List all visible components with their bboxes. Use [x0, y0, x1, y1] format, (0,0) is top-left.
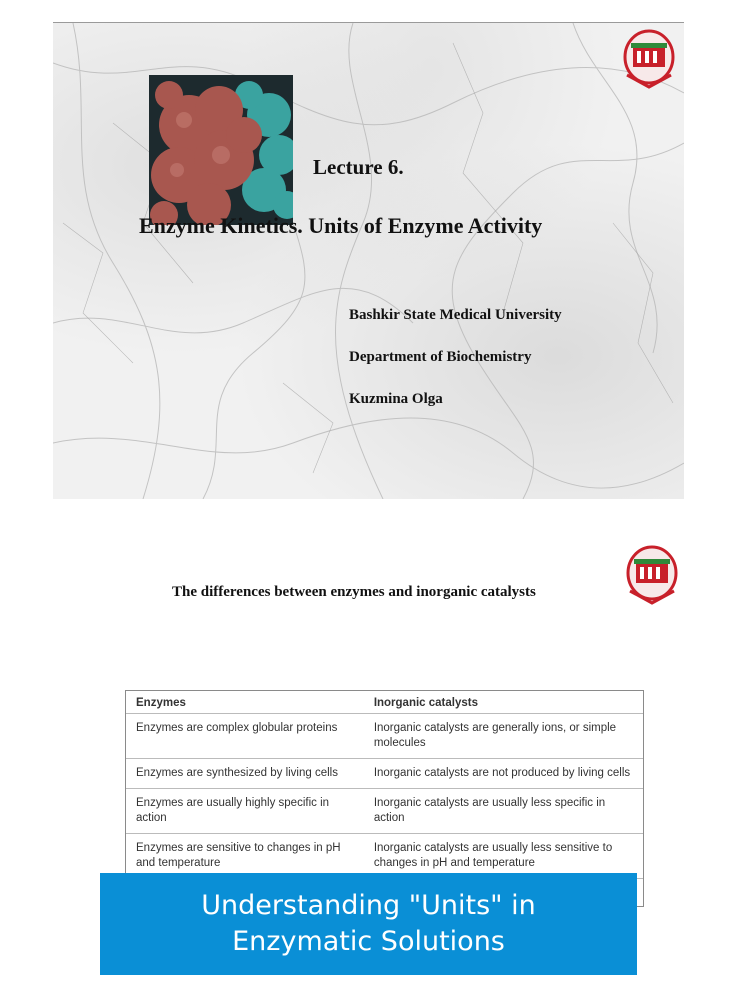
table-row: [126, 759, 643, 789]
enzyme-molecule-image: [149, 75, 293, 225]
table-row: [126, 789, 643, 834]
table-header-row: [126, 691, 643, 714]
table-cell: Enzymes are synthesized by living cells: [126, 759, 364, 789]
table-cell: Inorganic catalysts are usually less sensitive to changes in pH and temperature: [364, 834, 643, 879]
column-header-inorganic: Inorganic catalysts: [364, 691, 643, 714]
table-cell: Inorganic catalysts are usually less specific in action: [364, 789, 643, 834]
department-name: Department of Biochemistry: [349, 349, 532, 365]
table-cell: Enzymes are sensitive to changes in pH and temperature: [126, 834, 364, 879]
table-row: [126, 834, 643, 879]
slide-title: Enzyme Kinetics. Units of Enzyme Activity: [139, 213, 543, 238]
university-logo-slide2: [624, 545, 680, 607]
table-cell: Enzymes are usually highly specific in action: [126, 789, 364, 834]
column-header-enzymes: Enzymes: [126, 691, 364, 714]
marble-background: [53, 23, 684, 499]
table-row: [126, 714, 643, 759]
university-logo: [621, 29, 677, 91]
author-name: Kuzmina Olga: [349, 391, 443, 407]
title-banner: [100, 873, 637, 975]
table-cell: Inorganic catalysts are generally ions, or simple molecules: [364, 714, 643, 759]
lecture-number: Lecture 6.: [313, 155, 404, 179]
title-slide: [53, 22, 684, 499]
table-cell: Inorganic catalysts are not produced by living cells: [364, 759, 643, 789]
university-name: Bashkir State Medical University: [349, 307, 562, 323]
comparison-heading: The differences between enzymes and inorganic catalysts: [172, 584, 536, 600]
table-cell: Enzymes are complex globular proteins: [126, 714, 364, 759]
banner-text: Understanding "Units" in Enzymatic Solutions: [201, 890, 536, 957]
